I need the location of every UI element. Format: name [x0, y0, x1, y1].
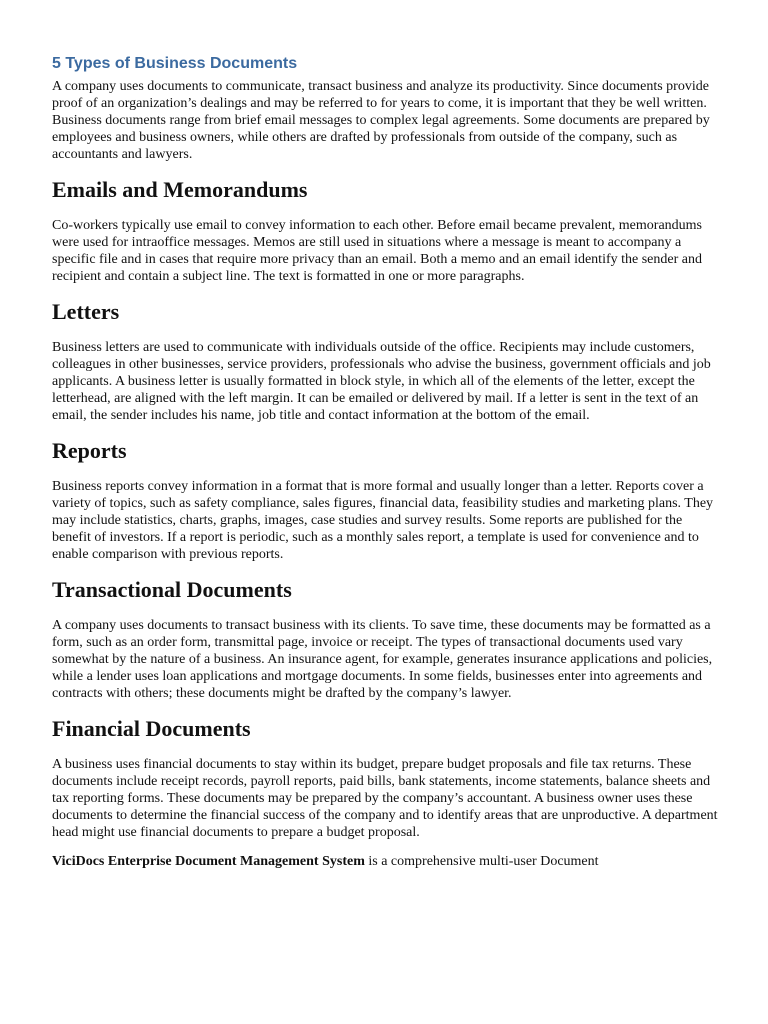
section-heading: Reports [52, 438, 127, 463]
section-letters [52, 299, 722, 424]
section-transactional [52, 577, 722, 702]
product-name: ViciDocs Enterprise Document Management System [52, 854, 365, 869]
section-emails [52, 177, 722, 285]
document-page [52, 54, 722, 870]
section-paragraph: Co-workers typically use email to convey information to each other. Before email became prevalent, memorandums were used for intraoffice messages. Memos are still used in situations where a message is meant to accompany a specific file and in cases that require more privacy than an email. Both a memo and an email identify the sender and recipient and contain a subject line. The text is formatted in one or more paragraphs. [52, 218, 703, 284]
section-financial [52, 716, 722, 841]
document-title: 5 Types of Business Documents [52, 55, 298, 72]
footer-text: is a comprehensive multi-user Document [364, 854, 599, 869]
section-reports [52, 438, 722, 563]
intro-paragraph: A company uses documents to communicate, transact business and analyze its productivity. Since documents provide proof of an organization’s dealings and may be referred to for years to come, it is important that they be well written. Business documents range from brief email messages to complex legal agreements. Some documents are prepared by employees and business owners, while others are drafted by professionals from outside of the company, such as accountants and lawyers. [52, 79, 710, 162]
footer-paragraph [52, 853, 722, 870]
section-paragraph: A company uses documents to transact business with its clients. To save time, these documents may be formatted as a form, such as an order form, transmittal page, invoice or receipt. The types of transactional documents used vary somewhat by the nature of a business. An insurance agent, for example, generates insurance applications and policies, while a lender uses loan applications and mortgage documents. In some fields, businesses enter into agreements and contracts with others; these documents might be drafted by the company’s lawyer. [52, 618, 713, 701]
section-paragraph: Business letters are used to communicate with individuals outside of the office. Recipients may include customers, colleagues in other businesses, service providers, professionals who advise the business, government officials and job applicants. A business letter is usually formatted in block style, in which all of the elements of the letter, except the letterhead, are aligned with the left margin. It can be emailed or delivered by mail. If a letter is sent in the text of an email, the sender includes his name, job title and contact information at the bottom of the email. [52, 340, 711, 423]
section-paragraph: A business uses financial documents to stay within its budget, prepare budget proposals and file tax returns. These documents include receipt records, payroll reports, paid bills, bank statements, income statements, balance sheets and tax reporting forms. These documents may be prepared by the company’s accountant. A business owner uses these documents to determine the financial success of the company and to identify areas that are unproductive. A department head might use financial documents to prepare a budget proposal. [52, 757, 718, 840]
section-heading: Letters [52, 299, 120, 324]
section-heading: Financial Documents [52, 716, 251, 741]
section-heading: Transactional Documents [52, 577, 292, 602]
section-heading: Emails and Memorandums [52, 177, 308, 202]
section-paragraph: Business reports convey information in a format that is more formal and usually longer than a letter. Reports cover a variety of topics, such as safety compliance, sales figures, financial data, feasibility studies and marketing plans. They may include statistics, charts, graphs, images, case studies and survey results. Some reports are published for the benefit of investors. If a report is periodic, such as a monthly sales report, a template is used for convenience and to enable comparison with previous reports. [52, 479, 714, 562]
